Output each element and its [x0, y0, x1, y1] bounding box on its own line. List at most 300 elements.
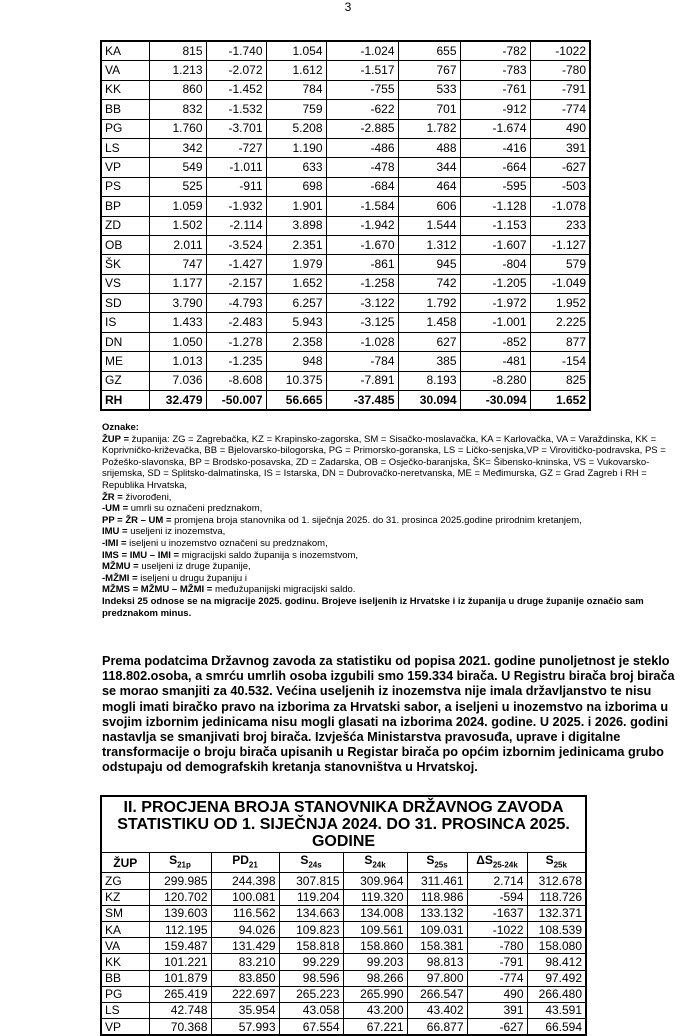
- header-subscript: 21p: [177, 860, 191, 870]
- value-cell: 43.058: [279, 1002, 343, 1018]
- value-cell: -804: [460, 255, 530, 274]
- value-cell: 1.901: [266, 197, 326, 216]
- value-cell: 1.544: [398, 216, 460, 235]
- value-cell: -503: [530, 177, 590, 196]
- county-code-cell: KA: [101, 921, 149, 937]
- value-cell: 7.036: [149, 371, 206, 390]
- page-number: 3: [344, 0, 352, 14]
- value-cell: 159.487: [149, 938, 211, 954]
- value-cell: -1.078: [530, 197, 590, 216]
- value-cell: 265.419: [149, 986, 211, 1002]
- county-code-cell: BP: [101, 197, 149, 216]
- value-cell: 10.375: [266, 371, 326, 390]
- value-cell: 1.652: [530, 391, 590, 411]
- value-cell: 1.760: [149, 119, 206, 138]
- county-code-cell: IS: [101, 313, 149, 332]
- value-cell: 97.800: [407, 970, 467, 986]
- value-cell: -1.942: [326, 216, 398, 235]
- population-estimate-table: [100, 795, 587, 1036]
- value-cell: -684: [326, 177, 398, 196]
- header-subscript: 25k: [553, 860, 567, 870]
- value-cell: 119.320: [343, 889, 407, 905]
- county-code-cell: PG: [101, 119, 149, 138]
- value-cell: 549: [149, 158, 206, 177]
- legend-definition: iseljeni u drugu županiju i: [137, 572, 247, 584]
- legend-lines: [102, 434, 672, 596]
- value-cell: 1.213: [149, 61, 206, 80]
- county-code-cell: OB: [101, 235, 149, 254]
- county-code-cell: ZD: [101, 216, 149, 235]
- legend: [102, 422, 672, 619]
- value-cell: -1.049: [530, 274, 590, 293]
- population-change-table: [100, 40, 591, 411]
- value-cell: 56.665: [266, 391, 326, 411]
- value-cell: 1.433: [149, 313, 206, 332]
- value-cell: -50.007: [206, 391, 266, 411]
- value-cell: -3.122: [326, 294, 398, 313]
- legend-line: [102, 550, 672, 562]
- value-cell: -791: [467, 954, 527, 970]
- value-cell: 307.815: [279, 873, 343, 889]
- legend-term: -IMI =: [102, 537, 127, 549]
- value-cell: 100.081: [211, 889, 279, 905]
- value-cell: -1.128: [460, 197, 530, 216]
- value-cell: 98.813: [407, 954, 467, 970]
- value-cell: -3.125: [326, 313, 398, 332]
- value-cell: -783: [460, 61, 530, 80]
- legend-heading: Oznake:: [102, 422, 139, 433]
- value-cell: 67.554: [279, 1019, 343, 1036]
- header-main: ΔS: [476, 853, 493, 867]
- column-header: [467, 853, 527, 873]
- value-cell: 109.561: [343, 921, 407, 937]
- legend-term: IMS = IMU – IMI =: [102, 549, 180, 561]
- value-cell: 43.200: [343, 1002, 407, 1018]
- value-cell: 132.371: [527, 905, 586, 921]
- county-code-cell: ZG: [101, 873, 149, 889]
- legend-definition: živorođeni,: [122, 491, 172, 503]
- value-cell: 98.596: [279, 970, 343, 986]
- value-cell: 97.492: [527, 970, 586, 986]
- value-cell: 43.402: [407, 1002, 467, 1018]
- value-cell: 1.312: [398, 235, 460, 254]
- value-cell: 1.792: [398, 294, 460, 313]
- value-cell: 1.652: [266, 274, 326, 293]
- value-cell: 391: [530, 138, 590, 157]
- county-code-cell: DN: [101, 332, 149, 351]
- value-cell: -627: [530, 158, 590, 177]
- value-cell: 698: [266, 177, 326, 196]
- value-cell: 98.412: [527, 954, 586, 970]
- value-cell: 3.790: [149, 294, 206, 313]
- legend-definition: međužupanijski migracijski saldo.: [212, 584, 356, 596]
- county-code-cell: KZ: [101, 889, 149, 905]
- value-cell: 158.381: [407, 938, 467, 954]
- value-cell: -37.485: [326, 391, 398, 411]
- value-cell: -774: [467, 970, 527, 986]
- value-cell: 43.591: [527, 1002, 586, 1018]
- table-row: [101, 80, 590, 99]
- header-subscript: 24k: [372, 860, 386, 870]
- value-cell: 627: [398, 332, 460, 351]
- value-cell: -2.072: [206, 61, 266, 80]
- value-cell: -1.427: [206, 255, 266, 274]
- value-cell: 109.823: [279, 921, 343, 937]
- table-row: [101, 294, 590, 313]
- table-row: [101, 177, 590, 196]
- value-cell: 57.993: [211, 1019, 279, 1036]
- value-cell: 8.193: [398, 371, 460, 390]
- legend-definition: županija: ZG = Zagrebačka, KZ = Krapinsko-zagorska, SM = Sisačko-moslavačka, KA = Karlovačka, VA = Varaždinska, KK = Koprivničko-križevačka, BB = Bjelovarsko-bilogorska, PG = Primorsko-goranska, LS = Ličko-senjska,VP = Virovitičko-podravska, PS = Požeško-slavonska, BP = Brodsko-posavska, ZD = Zadarska, OB = Osječko-baranjska, ŠK= Šibensko-kninska, VS = Vukovarsko-srijemska, SD = Splitsko-dalmatinska, IS = Istarska, DN = Dubrovačko-neretvanska, ME = Međimurska, GZ = Grad Zagreb i RH = Republika Hrvatska,: [102, 433, 666, 491]
- county-code-cell: VA: [101, 938, 149, 954]
- table-row: [101, 921, 586, 937]
- value-cell: 391: [467, 1002, 527, 1018]
- value-cell: 266.480: [527, 986, 586, 1002]
- county-code-cell: PS: [101, 177, 149, 196]
- value-cell: 655: [398, 41, 460, 61]
- value-cell: -30.094: [460, 391, 530, 411]
- column-header: [279, 853, 343, 873]
- value-cell: 1.782: [398, 119, 460, 138]
- value-cell: -1.452: [206, 80, 266, 99]
- value-cell: 1.050: [149, 332, 206, 351]
- header-subscript: 24s: [308, 860, 322, 870]
- legend-term: -MŽMI =: [102, 572, 138, 584]
- legend-line: [102, 573, 672, 585]
- legend-line: [102, 503, 672, 515]
- value-cell: -1.205: [460, 274, 530, 293]
- county-code-cell: VS: [101, 274, 149, 293]
- legend-term: IMU =: [102, 526, 128, 538]
- value-cell: 742: [398, 274, 460, 293]
- value-cell: 265.990: [343, 986, 407, 1002]
- value-cell: -1.972: [460, 294, 530, 313]
- legend-term: ŽR =: [102, 491, 123, 503]
- value-cell: 116.562: [211, 905, 279, 921]
- county-code-cell: BB: [101, 970, 149, 986]
- value-cell: -486: [326, 138, 398, 157]
- value-cell: 109.031: [407, 921, 467, 937]
- value-cell: -1.674: [460, 119, 530, 138]
- value-cell: 222.697: [211, 986, 279, 1002]
- legend-definition: useljeni iz inozemstva,: [127, 526, 226, 538]
- value-cell: -782: [460, 41, 530, 61]
- value-cell: 385: [398, 352, 460, 371]
- value-cell: 66.877: [407, 1019, 467, 1036]
- table-row: [101, 873, 586, 889]
- value-cell: 101.879: [149, 970, 211, 986]
- value-cell: 112.195: [149, 921, 211, 937]
- value-cell: 32.479: [149, 391, 206, 411]
- county-code-cell: PG: [101, 986, 149, 1002]
- column-header: [211, 853, 279, 873]
- value-cell: 299.985: [149, 873, 211, 889]
- county-code-cell: SM: [101, 905, 149, 921]
- value-cell: -911: [206, 177, 266, 196]
- legend-line: [102, 526, 672, 538]
- table-row: [101, 197, 590, 216]
- table-row: [101, 970, 586, 986]
- value-cell: -1.607: [460, 235, 530, 254]
- value-cell: 265.223: [279, 986, 343, 1002]
- value-cell: -1.153: [460, 216, 530, 235]
- value-cell: 66.594: [527, 1019, 586, 1036]
- value-cell: 266.547: [407, 986, 467, 1002]
- header-main: S: [300, 853, 309, 867]
- legend-definition: migracijski saldo županija s inozemstvom,: [179, 549, 359, 561]
- value-cell: 759: [266, 100, 326, 119]
- value-cell: 83.210: [211, 954, 279, 970]
- value-cell: -1.517: [326, 61, 398, 80]
- table-row: [101, 216, 590, 235]
- value-cell: 30.094: [398, 391, 460, 411]
- legend-definition: useljeni iz druge županije,: [138, 561, 251, 573]
- value-cell: 70.368: [149, 1019, 211, 1036]
- value-cell: 1.059: [149, 197, 206, 216]
- header-main: S: [364, 853, 373, 867]
- total-row: [101, 391, 590, 411]
- value-cell: -1.235: [206, 352, 266, 371]
- table-row: [101, 61, 590, 80]
- county-code-cell: ŠK: [101, 255, 149, 274]
- value-cell: -594: [467, 889, 527, 905]
- value-cell: 158.080: [527, 938, 586, 954]
- legend-line: [102, 515, 672, 527]
- column-header: [527, 853, 586, 873]
- value-cell: -774: [530, 100, 590, 119]
- legend-definition: promjena broja stanovnika od 1. siječnja 2025. do 31. prosinca 2025.godine prirodnim kretanjem,: [171, 514, 582, 526]
- value-cell: 118.726: [527, 889, 586, 905]
- county-code-cell: LS: [101, 1002, 149, 1018]
- value-cell: 309.964: [343, 873, 407, 889]
- value-cell: -1.932: [206, 197, 266, 216]
- value-cell: -4.793: [206, 294, 266, 313]
- value-cell: 945: [398, 255, 460, 274]
- value-cell: 98.266: [343, 970, 407, 986]
- table-row: [101, 138, 590, 157]
- value-cell: 139.603: [149, 905, 211, 921]
- column-header: [149, 853, 211, 873]
- value-cell: -1.532: [206, 100, 266, 119]
- county-code-cell: BB: [101, 100, 149, 119]
- value-cell: 118.986: [407, 889, 467, 905]
- value-cell: -1.740: [206, 41, 266, 61]
- value-cell: 133.132: [407, 905, 467, 921]
- legend-term: PP = ŽR – UM =: [102, 514, 172, 526]
- column-header: [101, 853, 149, 873]
- value-cell: -1.127: [530, 235, 590, 254]
- value-cell: 94.026: [211, 921, 279, 937]
- value-cell: -3.524: [206, 235, 266, 254]
- value-cell: -7.891: [326, 371, 398, 390]
- value-cell: -780: [467, 938, 527, 954]
- header-main: ŽUP: [113, 855, 138, 870]
- value-cell: 877: [530, 332, 590, 351]
- value-cell: 1.952: [530, 294, 590, 313]
- value-cell: 119.204: [279, 889, 343, 905]
- county-code-cell: SD: [101, 294, 149, 313]
- legend-definition: iseljeni u inozemstvo označeni su predznakom,: [126, 537, 328, 549]
- value-cell: -8.280: [460, 371, 530, 390]
- value-cell: 832: [149, 100, 206, 119]
- value-cell: -2.157: [206, 274, 266, 293]
- table-row: [101, 332, 590, 351]
- table-row: [101, 352, 590, 371]
- value-cell: -627: [467, 1019, 527, 1036]
- value-cell: -852: [460, 332, 530, 351]
- table-row: [101, 1002, 586, 1018]
- value-cell: -1.028: [326, 332, 398, 351]
- value-cell: 1.458: [398, 313, 460, 332]
- value-cell: 633: [266, 158, 326, 177]
- value-cell: 83.850: [211, 970, 279, 986]
- value-cell: 490: [530, 119, 590, 138]
- value-cell: 42.748: [149, 1002, 211, 1018]
- value-cell: 6.257: [266, 294, 326, 313]
- county-code-cell: VA: [101, 61, 149, 80]
- value-cell: 1.190: [266, 138, 326, 157]
- table2-title: II. PROCJENA BROJA STANOVNIKA DRŽAVNOG ZAVODA STATISTIKU OD 1. SIJEČNJA 2024. DO 31. PROSINCA 2025. GODINE: [101, 796, 586, 853]
- legend-line: [102, 538, 672, 550]
- table-row: [101, 119, 590, 138]
- legend-line: [102, 561, 672, 573]
- county-code-cell: KA: [101, 41, 149, 61]
- value-cell: -780: [530, 61, 590, 80]
- value-cell: -664: [460, 158, 530, 177]
- county-code-cell: VP: [101, 158, 149, 177]
- value-cell: -1.258: [326, 274, 398, 293]
- value-cell: -2.885: [326, 119, 398, 138]
- value-cell: 233: [530, 216, 590, 235]
- header-subscript: 25s: [434, 860, 448, 870]
- value-cell: 606: [398, 197, 460, 216]
- value-cell: 2.225: [530, 313, 590, 332]
- table-row: [101, 41, 590, 61]
- value-cell: 948: [266, 352, 326, 371]
- header-main: PD: [232, 853, 249, 867]
- value-cell: 860: [149, 80, 206, 99]
- value-cell: 1.612: [266, 61, 326, 80]
- value-cell: 99.229: [279, 954, 343, 970]
- value-cell: -154: [530, 352, 590, 371]
- legend-term: MŽMS = MŽMU – MŽMI =: [102, 584, 213, 596]
- county-code-cell: LS: [101, 138, 149, 157]
- value-cell: 525: [149, 177, 206, 196]
- value-cell: -595: [460, 177, 530, 196]
- header-subscript: 25-24k: [492, 860, 518, 870]
- value-cell: 701: [398, 100, 460, 119]
- value-cell: 488: [398, 138, 460, 157]
- county-code-cell: VP: [101, 1019, 149, 1036]
- legend-definition: umrli su označeni predznakom,: [128, 503, 263, 515]
- header-subscript: 21: [248, 860, 258, 870]
- legend-line: [102, 434, 672, 492]
- value-cell: 5.943: [266, 313, 326, 332]
- value-cell: 2.358: [266, 332, 326, 351]
- value-cell: -1637: [467, 905, 527, 921]
- value-cell: -761: [460, 80, 530, 99]
- value-cell: -1.584: [326, 197, 398, 216]
- value-cell: 1.054: [266, 41, 326, 61]
- body-paragraph: Prema podatcima Državnog zavoda za statistiku od popisa 2021. godine punoljetnost je steklo 118.802.osoba, a smrću umrlih osoba izgubili smo 159.334 birača. U Registru birača broj birača se morao smanjiti za 40.532. Većina useljenih iz inozemstva nije imala državljanstvo te nisu mogli imati biračko pravo na izborima za Hrvatski sabor, a iseljeni u inozemstvo na izborima u svojim izbornim jedinicama nisu mogli glasati na izborima 2024. godine. U 2025. i 2026. godini nastavlja se smanjivati broj birača. Izvješća Ministarstva pravosuđa, uprave i digitalne transformacije o broju birača upisanih u Registar birača po općim izbornim jedinicama grubo odstupaju od demografskih kretanja stanovništva u Hrvatskoj.: [102, 654, 675, 775]
- legend-term: MŽMU =: [102, 561, 139, 573]
- table-row: [101, 255, 590, 274]
- value-cell: 784: [266, 80, 326, 99]
- value-cell: 464: [398, 177, 460, 196]
- value-cell: 490: [467, 986, 527, 1002]
- table-row: [101, 158, 590, 177]
- column-header: [343, 853, 407, 873]
- value-cell: 101.221: [149, 954, 211, 970]
- value-cell: 1.177: [149, 274, 206, 293]
- value-cell: 579: [530, 255, 590, 274]
- value-cell: -1022: [530, 41, 590, 61]
- table-row: [101, 100, 590, 119]
- value-cell: 3.898: [266, 216, 326, 235]
- value-cell: -622: [326, 100, 398, 119]
- header-main: S: [426, 853, 435, 867]
- table-row: [101, 889, 586, 905]
- value-cell: 342: [149, 138, 206, 157]
- value-cell: -861: [326, 255, 398, 274]
- table-row: [101, 235, 590, 254]
- value-cell: 158.860: [343, 938, 407, 954]
- value-cell: -1.670: [326, 235, 398, 254]
- value-cell: -1022: [467, 921, 527, 937]
- value-cell: 35.954: [211, 1002, 279, 1018]
- value-cell: -3.701: [206, 119, 266, 138]
- legend-term: ŽUP =: [102, 433, 130, 445]
- value-cell: 108.539: [527, 921, 586, 937]
- value-cell: -416: [460, 138, 530, 157]
- value-cell: 2.714: [467, 873, 527, 889]
- value-cell: -791: [530, 80, 590, 99]
- value-cell: 5.208: [266, 119, 326, 138]
- value-cell: 120.702: [149, 889, 211, 905]
- value-cell: -478: [326, 158, 398, 177]
- value-cell: 815: [149, 41, 206, 61]
- value-cell: 158.818: [279, 938, 343, 954]
- legend-note: Indeksi 25 odnose se na migracije 2025. godinu. Brojeve iseljenih iz Hrvatske i iz županija u druge županije označio sam predznakom minus.: [102, 595, 644, 619]
- county-code-cell: GZ: [101, 371, 149, 390]
- value-cell: -784: [326, 352, 398, 371]
- value-cell: 767: [398, 61, 460, 80]
- legend-line: [102, 492, 672, 504]
- value-cell: -727: [206, 138, 266, 157]
- header-row: [101, 853, 586, 873]
- county-code-cell: KK: [101, 954, 149, 970]
- value-cell: 1.979: [266, 255, 326, 274]
- county-code-cell: RH: [101, 391, 149, 411]
- value-cell: 67.221: [343, 1019, 407, 1036]
- header-main: S: [169, 853, 178, 867]
- value-cell: 131.429: [211, 938, 279, 954]
- value-cell: 344: [398, 158, 460, 177]
- value-cell: 244.398: [211, 873, 279, 889]
- table-row: [101, 313, 590, 332]
- value-cell: -1.001: [460, 313, 530, 332]
- value-cell: 1.502: [149, 216, 206, 235]
- value-cell: 1.013: [149, 352, 206, 371]
- table-row: [101, 905, 586, 921]
- legend-term: -UM =: [102, 503, 129, 515]
- value-cell: 2.351: [266, 235, 326, 254]
- value-cell: 134.663: [279, 905, 343, 921]
- value-cell: -1.278: [206, 332, 266, 351]
- value-cell: 99.203: [343, 954, 407, 970]
- value-cell: 825: [530, 371, 590, 390]
- county-code-cell: ME: [101, 352, 149, 371]
